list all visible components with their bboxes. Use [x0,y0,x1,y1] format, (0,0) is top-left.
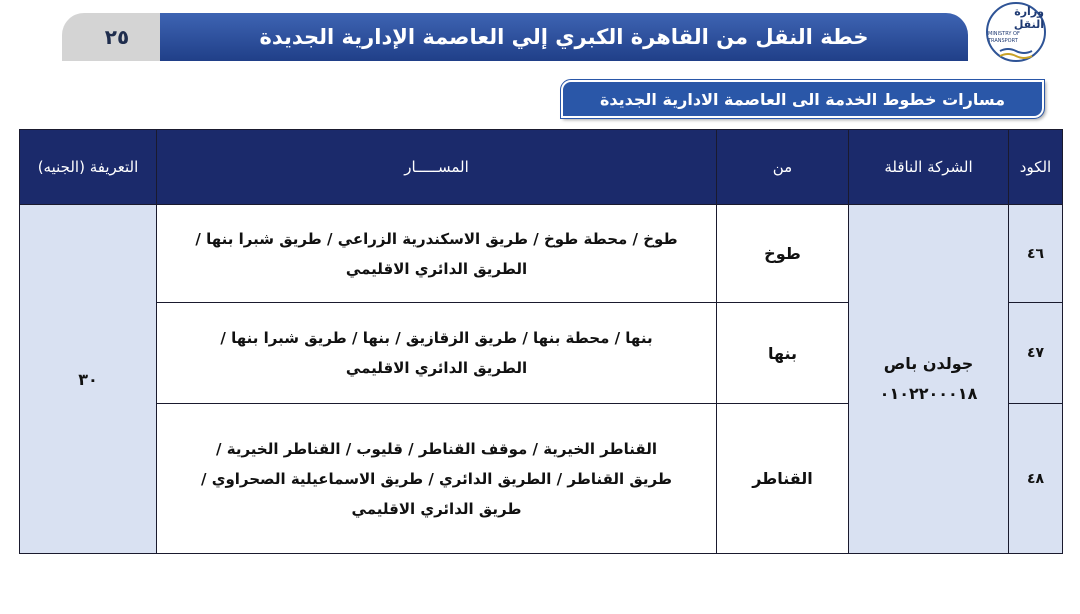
header-route: المســـــار [157,130,717,205]
company-cell [849,205,1009,554]
from-cell: بنها [717,303,849,404]
company-phone: ٠١٠٢٢٠٠٠١٨ [879,384,978,403]
route-line: القناطر الخيرية / موقف القناطر / قليوب / القناطر الخيرية / [216,439,657,458]
code-cell: ٤٨ [1009,404,1063,554]
section-subtitle-box [561,80,1044,118]
waves-icon [999,47,1033,59]
table-row [20,205,1063,303]
company-name: جولدن باص [883,354,974,373]
fare-value: ٣٠ [20,205,157,554]
section-subtitle: مسارات خطوط الخدمة الى العاصمة الادارية الجديدة [599,89,1006,109]
route-line: طوخ / محطة طوخ / طريق الاسكندرية الزراعي / طريق شبرا بنها / [195,229,678,248]
logo-subtext: MINISTRY OF TRANSPORT [988,31,1020,44]
page-title: خطة النقل من القاهرة الكبري إلي العاصمة الإدارية الجديدة [259,25,869,49]
route-line: طريق القناطر / الطريق الدائري / طريق الاسماعيلية الصحراوي / [201,469,672,488]
route-line: طريق الدائري الاقليمي [351,499,522,518]
route-line: بنها / محطة بنها / طريق الزقازيق / بنها / طريق شبرا بنها / [220,329,653,347]
header-code: الكود [1009,130,1063,205]
logo-text: وزارة النقل [1013,5,1044,31]
header-fare: التعريفة (الجنيه) [20,130,157,205]
routes-table [19,129,1063,554]
route-cell [157,303,717,404]
title-bar [160,13,968,61]
from-cell: القناطر [717,404,849,554]
from-cell: طوخ [717,205,849,303]
code-cell: ٤٦ [1009,205,1063,303]
route-cell [157,404,717,554]
ministry-logo [986,2,1046,62]
header-company: الشركة الناقلة [849,130,1009,205]
page-number: ٢٥ [104,25,130,49]
route-cell [157,205,717,303]
header-from: من [717,130,849,205]
code-cell: ٤٧ [1009,303,1063,404]
route-line: الطريق الدائري الاقليمي [345,259,528,278]
route-line: الطريق الدائري الاقليمي [345,359,528,377]
table-header-row [20,130,1063,205]
page-number-tab [62,13,172,61]
